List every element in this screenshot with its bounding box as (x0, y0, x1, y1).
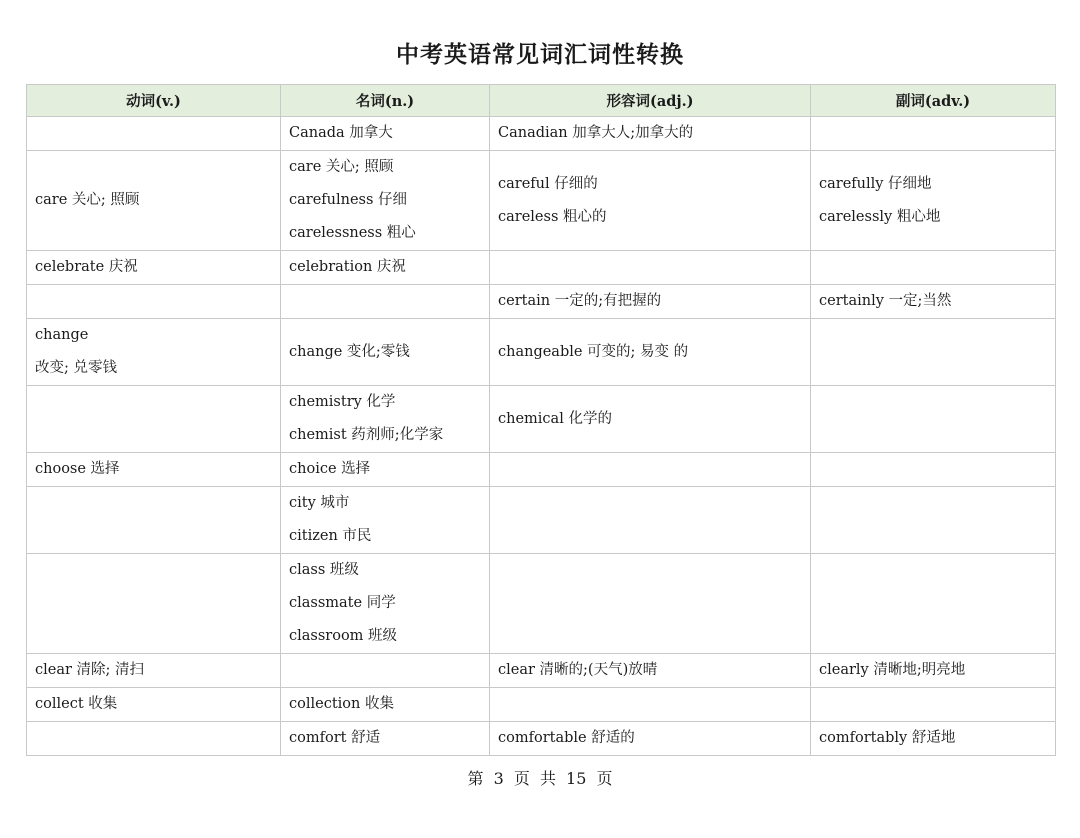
table-body (27, 117, 1056, 756)
entry-text: chemistry 化学 (289, 394, 396, 410)
verb-cell (27, 117, 281, 151)
entry-text: chemical 化学的 (498, 410, 612, 427)
adjective-cell (490, 117, 811, 151)
page-title: 中考英语常见词汇词性转换 (396, 41, 684, 68)
adjective-cell (490, 722, 811, 756)
noun-cell (281, 151, 490, 251)
adjective-cell (490, 151, 811, 251)
verb-cell (27, 251, 281, 285)
verb-cell (27, 688, 281, 722)
header-adjective: 形容词(adj.) (490, 85, 811, 117)
header-noun: 名词(n.) (281, 85, 490, 117)
verb-cell (27, 722, 281, 756)
adverb-cell (811, 285, 1056, 319)
entry-text: carelessness 粗心 (289, 225, 416, 241)
entry-text: celebrate 庆祝 (35, 259, 138, 275)
entry-text: clear 清晰的;(天气)放晴 (498, 662, 658, 678)
entry-text: collect 收集 (35, 696, 118, 712)
noun-cell (281, 654, 490, 688)
table-row (27, 554, 1056, 654)
adverb-cell (811, 386, 1056, 453)
entry-text: carefulness 仔细 (289, 192, 408, 208)
entry-text: classmate 同学 (289, 595, 396, 611)
entry-text: careful 仔细的 (498, 175, 598, 192)
entry-text: change (35, 327, 89, 343)
table-header-row (27, 85, 1056, 117)
adverb-cell (811, 487, 1056, 554)
noun-cell (281, 319, 490, 386)
verb-cell (27, 319, 281, 386)
entry-text: city 城市 (289, 495, 350, 511)
noun-cell (281, 554, 490, 654)
adverb-cell (811, 722, 1056, 756)
page-number: 第 3 页 共 15 页 (467, 769, 613, 788)
entry-text: celebration 庆祝 (289, 259, 406, 275)
table-row (27, 386, 1056, 453)
entry-text: Canada 加拿大 (289, 125, 393, 141)
entry-text: comfortable 舒适的 (498, 730, 635, 746)
header-adverb: 副词(adv.) (811, 85, 1056, 117)
table-row (27, 117, 1056, 151)
noun-cell (281, 386, 490, 453)
adverb-cell (811, 251, 1056, 285)
table-row (27, 251, 1056, 285)
vocabulary-table (26, 84, 1056, 756)
adjective-cell (490, 285, 811, 319)
entry-text: clear 清除; 清扫 (35, 662, 145, 678)
adverb-cell (811, 554, 1056, 654)
noun-cell (281, 688, 490, 722)
adjective-cell (490, 319, 811, 386)
noun-cell (281, 487, 490, 554)
noun-cell (281, 722, 490, 756)
noun-cell (281, 251, 490, 285)
entry-text: class 班级 (289, 562, 359, 578)
entry-text: comfort 舒适 (289, 730, 381, 746)
adjective-cell (490, 654, 811, 688)
table-row (27, 151, 1056, 251)
adverb-cell (811, 688, 1056, 722)
table-row (27, 453, 1056, 487)
entry-text: Canadian 加拿大人;加拿大的 (498, 125, 694, 141)
entry-text: certainly 一定;当然 (819, 293, 952, 309)
table-row (27, 722, 1056, 756)
table-row (27, 487, 1056, 554)
verb-cell (27, 285, 281, 319)
adjective-cell (490, 251, 811, 285)
verb-cell (27, 654, 281, 688)
entry-text: clearly 清晰地;明亮地 (819, 662, 966, 678)
entry-text: care 关心; 照顾 (289, 159, 394, 175)
entry-text: chemist 药剂师;化学家 (289, 427, 444, 443)
verb-cell (27, 554, 281, 654)
adjective-cell (490, 453, 811, 487)
verb-cell (27, 453, 281, 487)
entry-text: changeable 可变的; 易变 的 (498, 343, 689, 360)
table-row (27, 654, 1056, 688)
entry-text: citizen 市民 (289, 528, 372, 544)
verb-cell (27, 487, 281, 554)
adverb-cell (811, 319, 1056, 386)
noun-cell (281, 117, 490, 151)
entry-text: choose 选择 (35, 461, 120, 477)
entry-text: collection 收集 (289, 696, 394, 712)
adjective-cell (490, 386, 811, 453)
adverb-cell (811, 453, 1056, 487)
entry-text: comfortably 舒适地 (819, 730, 956, 746)
entry-text: careless 粗心的 (498, 208, 607, 225)
entry-text: certain 一定的;有把握的 (498, 293, 662, 309)
table-row (27, 688, 1056, 722)
verb-cell (27, 386, 281, 453)
entry-text: change 变化;零钱 (289, 343, 410, 360)
entry-text: classroom 班级 (289, 628, 398, 644)
adjective-cell (490, 688, 811, 722)
adverb-cell (811, 151, 1056, 251)
header-verb: 动词(v.) (27, 85, 281, 117)
adverb-cell (811, 117, 1056, 151)
noun-cell (281, 285, 490, 319)
adjective-cell (490, 554, 811, 654)
entry-text: 改变; 兑零钱 (35, 360, 117, 376)
entry-text: choice 选择 (289, 461, 371, 477)
verb-cell (27, 151, 281, 251)
entry-text: carelessly 粗心地 (819, 208, 941, 225)
adjective-cell (490, 487, 811, 554)
entry-text: carefully 仔细地 (819, 175, 932, 192)
table-row (27, 285, 1056, 319)
table-row (27, 319, 1056, 386)
adverb-cell (811, 654, 1056, 688)
noun-cell (281, 453, 490, 487)
entry-text: care 关心; 照顾 (35, 192, 140, 208)
